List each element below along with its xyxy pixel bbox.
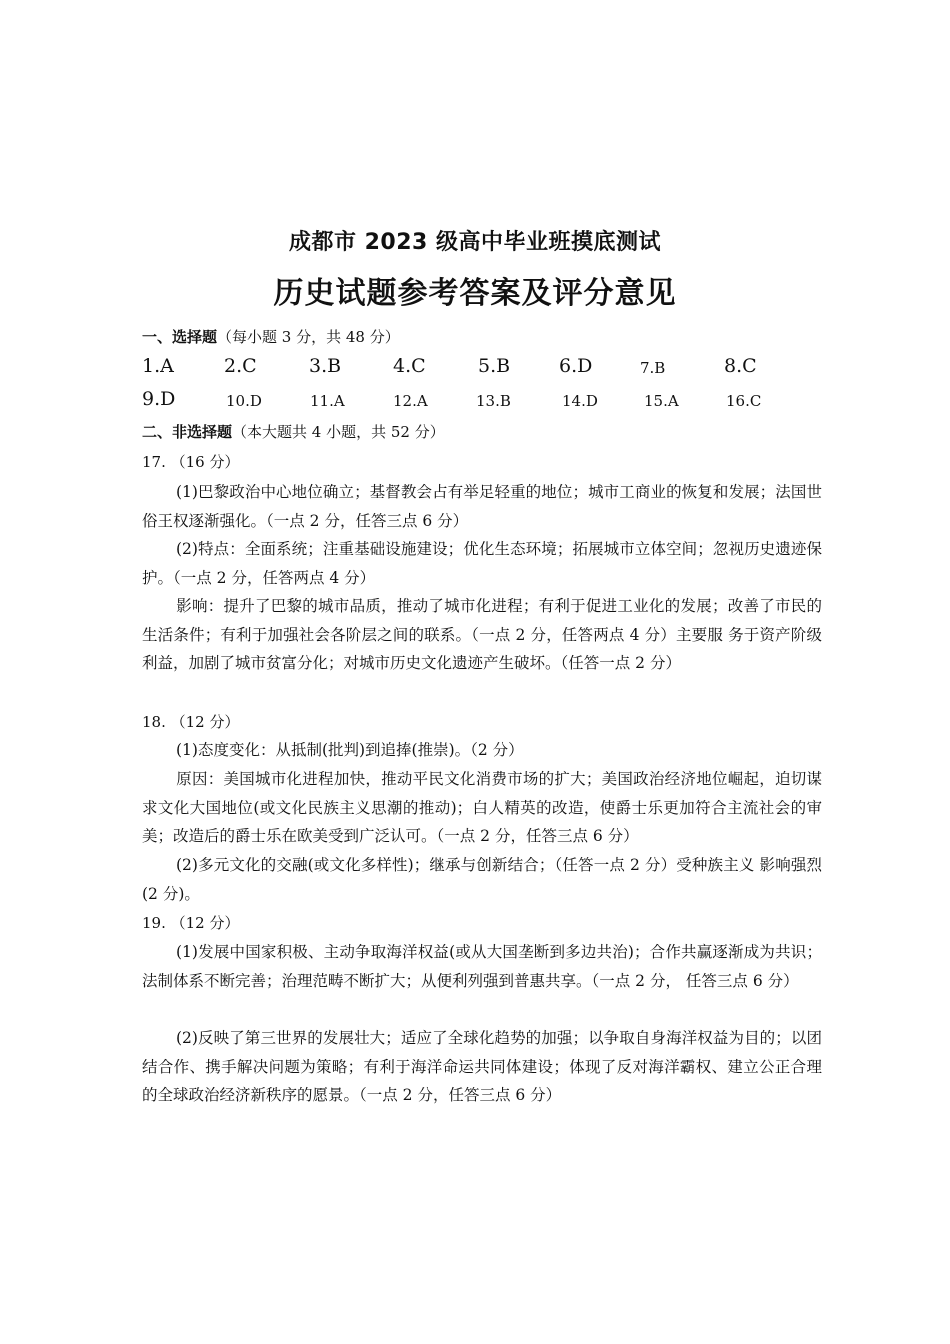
q19-part1-text: (1)发展中国家积极、主动争取海洋权益(或从大国垄断到多边共治)；合作共赢逐渐成为共识；法制体系不断完善；治理范畴不断扩大；从便利列强到普惠共享。（一点 2 分， 任答三点 6 分） (142, 943, 822, 990)
answer-2: 2.C (224, 355, 257, 377)
answer-13: 13.B (476, 392, 511, 410)
section-1-heading (142, 326, 400, 347)
answer-11: 11.A (310, 392, 345, 410)
answers-row-2 (142, 388, 822, 414)
q18-reasons (142, 765, 822, 851)
q17-heading: 17. （16 分） (142, 453, 240, 471)
q17-impact (142, 592, 822, 678)
q18-reasons-text: 原因：美国城市化进程加快，推动平民文化消费市场的扩大；美国政治经济地位崛起，迫切谋求文化大国地位(或文化民族主义思潮的推动)；白人精英的改造，使爵士乐更加符合主流社会的审美；改造后的爵士乐在欧美受到广泛认可。（一点 2 分，任答三点 6 分） (142, 770, 822, 845)
q19-part2-text: (2)反映了第三世界的发展壮大；适应了全球化趋势的加强；以争取自身海洋权益为目的；以团结合作、携手解决问题为策略；有利于海洋命运共同体建设；体现了反对海洋霸权、建立公正合理的全球政治经济新秩序的愿景。（一点 2 分，任答三点 6 分） (142, 1029, 822, 1104)
answer-12: 12.A (393, 392, 428, 410)
answer-9: 9.D (142, 388, 176, 410)
answers-row-1 (142, 355, 822, 381)
answer-8: 8.C (724, 355, 757, 377)
q17-part2 (142, 535, 822, 592)
answer-5: 5.B (478, 355, 511, 377)
answer-16: 16.C (726, 392, 762, 410)
q17-part2-text: (2)特点：全面系统；注重基础设施建设；优化生态环境；拓展城市立体空间；忽视历史遗迹保护。（一点 2 分，任答两点 4 分） (142, 540, 822, 587)
answer-10: 10.D (226, 392, 262, 410)
answer-6: 6.D (559, 355, 593, 377)
q17-impact-text: 影响：提升了巴黎的城市品质，推动了城市化进程；有利于促进工业化的发展；改善了市民的生活条件；有利于加强社会各阶层之间的联系。（一点 2 分，任答两点 4 分）主要服 务于资产阶级利益，加剧了城市贫富分化；对城市历史文化遗迹产生破坏。（任答一点 2 分） (142, 597, 822, 672)
q17-part1-text: (1)巴黎政治中心地位确立；基督教会占有举足轻重的地位；城市工商业的恢复和发展；法国世俗王权逐渐强化。（一点 2 分，任答三点 6 分） (142, 483, 822, 530)
answer-14: 14.D (562, 392, 598, 410)
section-1-label: 一、选择题 (142, 328, 218, 346)
answer-15: 15.A (644, 392, 679, 410)
section-1-note: （每小题 3 分，共 48 分） (217, 328, 400, 346)
q18-heading: 18. （12 分） (142, 713, 240, 731)
q19-part1 (142, 938, 822, 995)
section-2-heading (142, 421, 445, 442)
answer-1: 1.A (142, 355, 174, 377)
q18-part1 (142, 736, 822, 765)
answer-4: 4.C (393, 355, 426, 377)
q19-part2 (142, 1024, 822, 1110)
q18-part2-text: (2)多元文化的交融(或文化多样性)；继承与创新结合；（任答一点 2 分）受种族主义 影响强烈(2 分)。 (142, 856, 822, 903)
document-title: 历史试题参考答案及评分意见 (273, 276, 677, 311)
q18-part2 (142, 851, 822, 908)
exam-title: 成都市 2023 级高中毕业班摸底测试 (288, 230, 662, 255)
q18-part1-text: (1)态度变化：从抵制(批判)到追捧(推崇)。（2 分） (176, 741, 524, 759)
answer-7: 7.B (640, 359, 666, 377)
section-2-label: 二、非选择题 (142, 423, 233, 441)
q17-part1 (142, 478, 822, 535)
answer-3: 3.B (309, 355, 342, 377)
q19-heading: 19. （12 分） (142, 914, 240, 932)
section-2-note: （本大题共 4 小题，共 52 分） (232, 423, 445, 441)
